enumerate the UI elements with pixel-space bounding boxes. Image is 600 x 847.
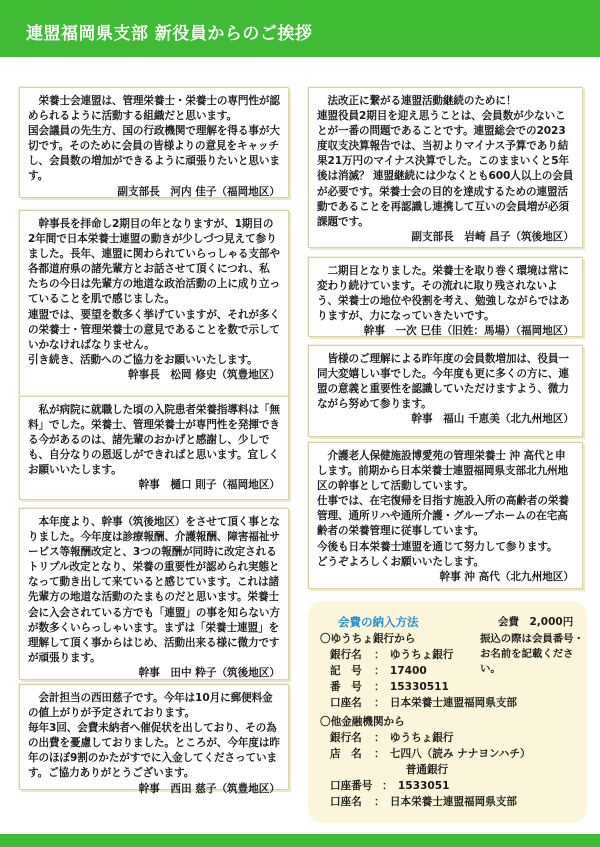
message-body: 二期目となりました。栄養士を取り巻く環境は常に変わり続けています。その流れに取り残されないよう、栄養士の地位や役割を考え、勉強しながらではありますが、力になっていきたいです。 — [317, 265, 570, 323]
message-higuchi — [19, 396, 289, 500]
message-body: 本年度より、幹事（筑後地区）をさせて頂く事となりました。今年度は診療報酬、介護報酬、障害福祉サービス等報酬改定と、3つの報酬が同時に改定されるトリプル改定となり、栄養の重要性が認められ実態となって動き出して来ていると感じています。これは諸先輩方の地道な活動のたまものだと思います。栄養士会に入会されている方でも「連盟」の事を知らない方が数多くいらっしゃいます。まずは「栄養士連盟」を理解して頂く事からはじめ、活動出来る様に微力ですが頑張ります。 — [28, 516, 280, 664]
message-tanaka — [19, 508, 289, 680]
fee-payment-box — [308, 601, 587, 823]
message-signature: 幹事長 松岡 修史（筑豊地区） — [128, 368, 280, 381]
message-signature: 副支部長 岩崎 昌子（筑後地区） — [411, 230, 574, 243]
other-bank-row: 口座名 ： 日本栄養士連盟福岡県支部 — [330, 796, 518, 808]
message-signature: 幹事 樋口 則子（福岡地区） — [138, 479, 280, 492]
other-bank-row: 口座番号 ： 1533051 — [330, 780, 450, 792]
yucho-heading: 〇ゆうちょ銀行から — [320, 633, 416, 645]
message-iwasaki — [308, 87, 583, 248]
yucho-row: 記 号 ： 17400 — [330, 665, 427, 677]
page-title: 連盟福岡県支部 新役員からのご挨拶 — [26, 24, 313, 44]
message-signature: 幹事 西田 慈子（筑豊地区） — [138, 782, 280, 795]
message-body: 介護老人保健施設博愛苑の管理栄養士 沖 高代と申します。前期から日本栄養士連盟福岡県支部北九州地区の幹事として活動しています。 仕事では、在宅復帰を目指す施設入所の高齢者の栄養管理、通所リハや通所介護・グループホームの在宅高齢者の栄養管理に従事しています。 今後も日本栄養士連盟を通じて努力して参ります。 どうぞよろしくお願いいたします。 — [317, 450, 569, 568]
message-body: 幹事長を拝命し2期目の年となりますが、1期目の2年間で日本栄養士連盟の動きが少しづつ見えて参りました。長年、連盟に関わられていらっしゃる支部や各都道府県の諸先輩方とお話させて頂くにつれ、私たちの今日は先輩方の地道な政治活動の上に成り立っていることを肌で感じました。 連盟では、要望を数多く挙げていますが、それが多くの栄養士・管理栄養士の意見であることを数で示していかなければなりません。 引き続き、活動へのご協力をお願いいたします。 — [28, 218, 280, 366]
message-signature: 幹事 一次 巳佳（旧姓：馬場）（福岡地区） — [363, 325, 574, 338]
yucho-row: 口座名 ： 日本栄養士連盟福岡県支部 — [330, 697, 518, 709]
footer-bar — [0, 834, 600, 847]
message-body: 会計担当の西田慈子です。今年は10月に郵便料金の値上がりが予定されております。 毎年3回、会費未納者へ催促状を出しており、その為の出費を憂慮しておりました。ところが、今年度は昨年のほぼ9割のかたがすでに入金してくださっています。ご協力ありがとうございます。 — [28, 692, 280, 780]
message-signature: 幹事 沖 高代（北九州地区） — [439, 570, 574, 583]
message-nishida — [19, 684, 289, 795]
message-body: 私が病院に就職した頃の入院患者栄養指導料は「無料」でした。栄養士、管理栄養士が専門性を発揮できる今があるのは、諸先輩のおかげと感謝し、少しでも、自分なりの恩返しができればと思います。宜しくお願いいたします。 — [28, 404, 280, 477]
message-signature: 副支部長 河内 佳子（福岡地区） — [117, 185, 280, 198]
message-kawachi — [19, 87, 289, 198]
other-bank-row: 普通銀行 — [374, 764, 449, 776]
message-body: 皆様のご理解による昨年度の会員数増加は、役員一同大変嬉しい事でした。今年度も更に多くの方に、連盟の意義と重要性を認識していただけますよう、微力ながら努めて参ります。 — [317, 353, 569, 411]
message-oki — [308, 442, 583, 589]
other-bank-heading: 〇他金融機関から — [320, 716, 405, 728]
other-bank-row: 店 名 ： 七四八（読み ナナヨンハチ） — [330, 748, 531, 760]
other-bank-row: 銀行名 ： ゆうちょ銀行 — [330, 732, 454, 744]
message-body: 栄養士会連盟は、管理栄養士・栄養士の専門性が認められるように活動する組織だと思います。 国会議員の先生方、国の行政機関で理解を得る事が大切です。そのために会員の皆様よりの意見をキャッチし、会員数の増加ができるように頑張りたいと思います。 — [28, 95, 280, 183]
message-matsuoka — [19, 210, 289, 403]
fee-title: 会費の納入方法 — [338, 615, 419, 629]
message-ichiji — [308, 257, 583, 337]
fee-amount: 会費 2,000円 — [498, 616, 574, 628]
yucho-row: 番 号 ： 15330511 — [330, 681, 449, 693]
fee-note: 振込の際は会員番号・ お名前を記載ください。 — [480, 633, 584, 675]
yucho-row: 銀行名 ： ゆうちょ銀行 — [330, 649, 454, 661]
message-signature: 幹事 田中 粋子（筑後地区） — [138, 666, 280, 679]
message-body: 法改正に繋がる連盟活動継続のために！ 連盟役員2期目を迎え思うことは、会員数が少ないことが一番の問題であることです。連盟総会での2023度収支決算報告では、当初よりマイナス予算であり結果21万円のマイナス決算でした。このままいくと5年後は消滅？ 連盟継続には少なくとも600人以上の会員が必要です。栄養士会の目的を達成するための連盟活動であることを再認識し連携して互いの会員増が必須課題です。 — [317, 95, 574, 228]
message-fukuyama — [308, 345, 583, 437]
message-signature: 幹事 福山 千恵美（北九州地区） — [411, 413, 574, 426]
